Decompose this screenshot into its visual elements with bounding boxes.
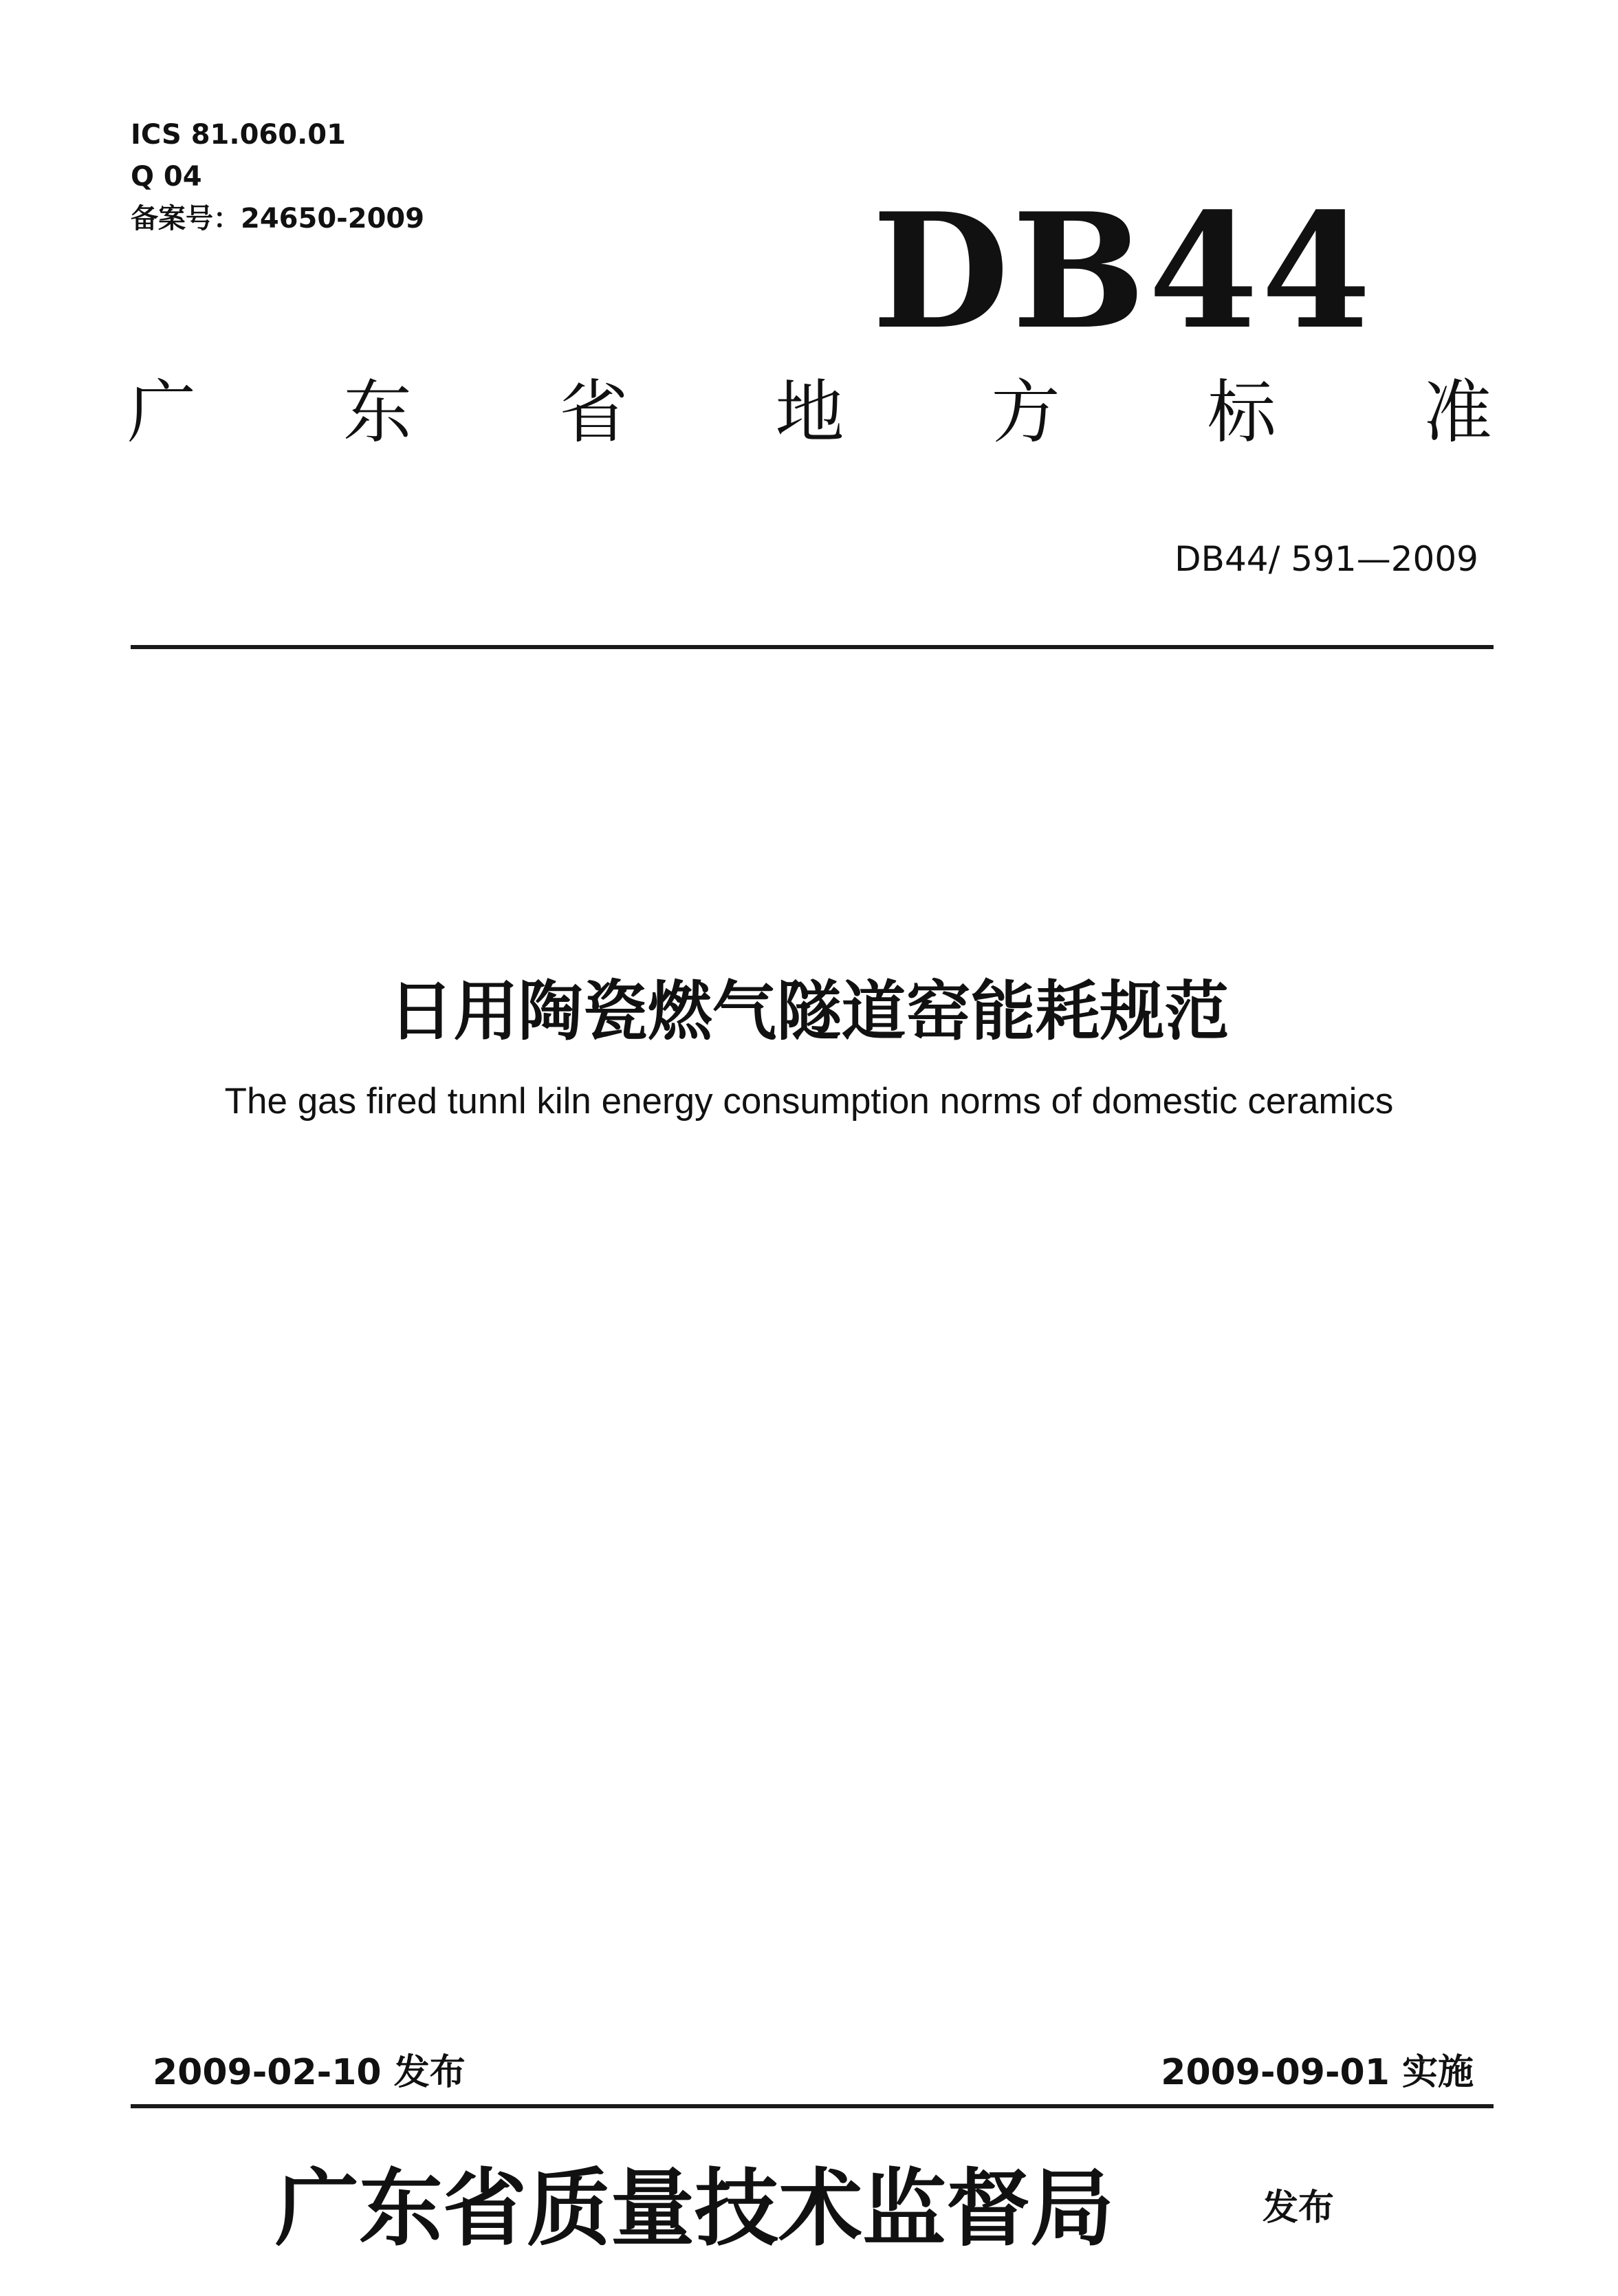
- standard-type-char: 东: [343, 372, 413, 452]
- top-divider: [131, 645, 1494, 649]
- standard-type-char: 方: [991, 372, 1060, 452]
- standard-type-char: 省: [559, 372, 628, 452]
- bottom-divider: [131, 2104, 1494, 2108]
- title-english: The gas fired tunnl kiln energy consumption norms of domestic ceramics: [224, 1081, 1394, 1122]
- title-chinese: 日用陶瓷燃气隧道窑能耗规范: [389, 974, 1229, 1049]
- issue-date: 2009-02-10 发布: [153, 2052, 466, 2093]
- standard-type-char: 地: [775, 372, 844, 452]
- issuer-name: 广东省质量技术监督局: [275, 2158, 1114, 2257]
- ics-code: ICS 81.060.01: [131, 119, 346, 151]
- standard-type-char: 标: [1207, 372, 1276, 452]
- standard-code-logo: DB44: [872, 179, 1374, 364]
- record-number: 备案号：24650-2009: [131, 203, 425, 234]
- standard-type-char: 广: [127, 372, 196, 452]
- standard-number: DB44/ 591—2009: [1174, 539, 1478, 579]
- standard-type-char: 准: [1423, 372, 1492, 452]
- effective-date: 2009-09-01 实施: [1161, 2052, 1474, 2093]
- standard-type-heading: [127, 372, 1492, 452]
- issuer-suffix: 发布: [1262, 2187, 1335, 2229]
- classification-code: Q 04: [131, 161, 202, 193]
